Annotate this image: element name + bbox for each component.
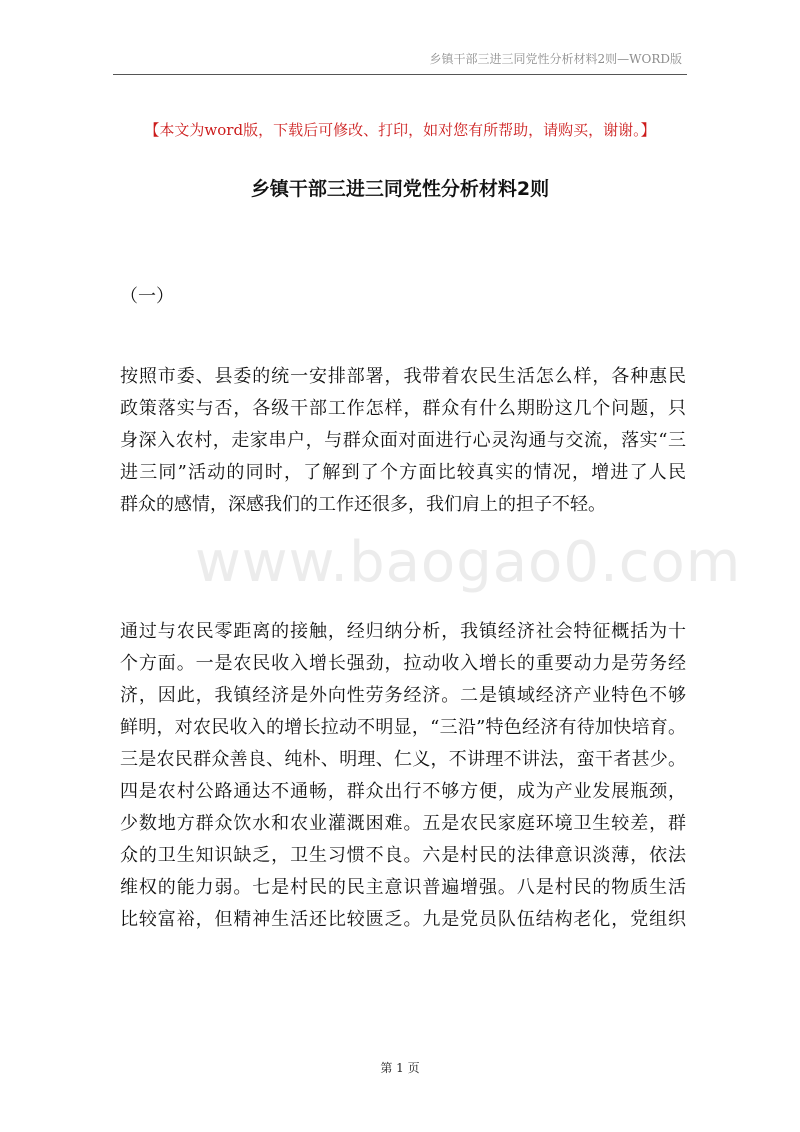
text-line: 四是农村公路通达不通畅，群众出行不够方便，成为产业发展瓶颈， <box>120 781 686 802</box>
text-line: 通过与农民零距离的接触，经归纳分析，我镇经济社会特征概括为十 <box>120 621 686 642</box>
text-line: 少数地方群众饮水和农业灌溉困难。五是农民家庭环境卫生较差，群 <box>120 813 686 834</box>
text-line: 按照市委、县委的统一安排部署，我带着农民生活怎么样，各种惠民 <box>120 366 686 387</box>
running-header: 乡镇干部三进三同党性分析材料2则—WORD版 <box>429 52 682 66</box>
section-marker: （一） <box>120 286 174 307</box>
text-line: 进三同”活动的同时，了解到了个方面比较真实的情况，增进了人民 <box>120 462 686 483</box>
paragraph-1 <box>120 361 686 521</box>
text-line: 鲜明，对农民收入的增长拉动不明显，“三沿”特色经济有待加快培育。 <box>120 717 686 738</box>
text-line: 比较富裕，但精神生活还比较匮乏。九是党员队伍结构老化，党组织 <box>120 909 686 930</box>
text-line: 政策落实与否，各级干部工作怎样，群众有什么期盼这几个问题，只 <box>120 398 686 419</box>
purchase-notice: 【本文为word版，下载后可修改、打印，如对您有所帮助，请购买，谢谢。】 <box>144 121 656 139</box>
text-line: 个方面。一是农民收入增长强劲，拉动收入增长的重要动力是劳务经 <box>120 653 686 674</box>
text-line: 三是农民群众善良、纯朴、明理、仁义，不讲理不讲法，蛮干者甚少。 <box>120 749 686 770</box>
paragraph-2 <box>120 616 686 936</box>
text-line: 群众的感情，深感我们的工作还很多，我们肩上的担子不轻。 <box>120 494 606 515</box>
text-line: 维权的能力弱。七是村民的民主意识普遍增强。八是村民的物质生活 <box>120 877 686 898</box>
text-line: 众的卫生知识缺乏，卫生习惯不良。六是村民的法律意识淡薄，依法 <box>120 845 686 866</box>
document-title: 乡镇干部三进三同党性分析材料2则 <box>250 178 550 200</box>
watermark: www.baogao0.com <box>195 530 742 595</box>
text-line: 身深入农村，走家串户，与群众面对面进行心灵沟通与交流，落实“三 <box>120 430 686 451</box>
header-divider <box>113 74 687 75</box>
text-line: 济，因此，我镇经济是外向性劳务经济。二是镇域经济产业特色不够 <box>120 685 686 706</box>
page-number: 第 1 页 <box>380 1061 420 1075</box>
